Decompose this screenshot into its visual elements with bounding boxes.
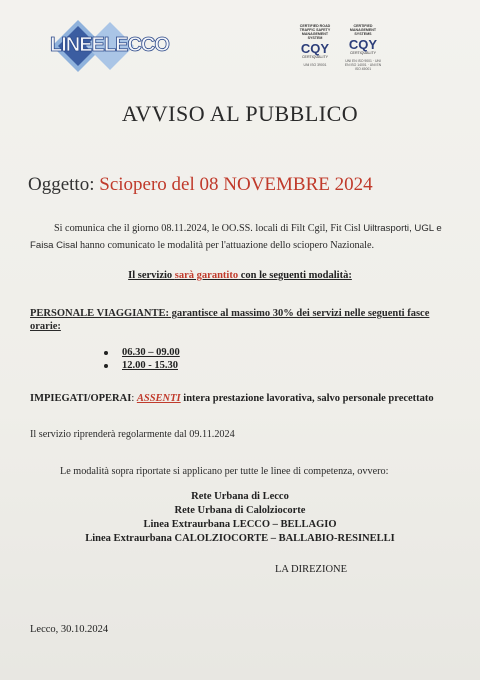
time-slots-list bbox=[104, 346, 180, 372]
lines-intro-paragraph: Le modalità sopra riportate si applicano per tutte le linee di competenza, ovvero: bbox=[60, 466, 389, 477]
notice-title: AVVISO AL PUBBLICO bbox=[121, 101, 359, 126]
office-staff-label: IMPIEGATI/OPERAI bbox=[30, 393, 132, 404]
intro-paragraph: Si comunica che il giorno 08.11.2024, le OO.SS. locali di Filt Cgil, Fit Cisl Uiltrasporti, UGL e Faisa Cisal hanno comunicato le modalità per l'attuazione dello sciopero Nazionale. bbox=[30, 223, 442, 251]
service-guarantee-line: Il servizio sarà garantito con le seguenti modalità: bbox=[128, 270, 352, 281]
logo-text: LINEELECCO bbox=[50, 34, 169, 56]
list-item: Rete Urbana di Lecco bbox=[191, 491, 289, 502]
list-item: Linea Extraurbana CALOLZIOCORTE – BALLABIO-RESINELLI bbox=[85, 533, 395, 544]
certification-badge-management: CERTIFIED MANAGEMENT SYSTEMS CQY CERTIQUALITY UNI EN ISO 9001 · UNI EN ISO 14001 · UNI EN ISO 45001 bbox=[344, 24, 382, 71]
travel-staff-label: PERSONALE VIAGGIANTE: bbox=[30, 308, 169, 319]
list-item: 06.30 – 09.00 bbox=[104, 346, 180, 359]
list-item: 12.00 - 15.30 bbox=[104, 359, 180, 372]
list-item: Rete Urbana di Calolziocorte bbox=[174, 505, 306, 516]
subject-label: Oggetto: bbox=[28, 174, 100, 195]
resume-paragraph: Il servizio riprenderà regolarmente dal 09.11.2024 bbox=[30, 429, 235, 440]
place-date: Lecco, 30.10.2024 bbox=[30, 624, 109, 635]
notice-subject bbox=[28, 174, 373, 196]
list-item: Linea Extraurbana LECCO – BELLAGIO bbox=[143, 519, 337, 530]
travel-staff-paragraph: PERSONALE VIAGGIANTE: garantisce al massimo 30% dei servizi nelle seguenti fasce orarie: bbox=[30, 308, 430, 332]
office-staff-status: ASSENTI bbox=[136, 393, 181, 404]
signature: LA DIREZIONE bbox=[275, 564, 348, 575]
bullet-icon bbox=[104, 351, 108, 355]
office-staff-paragraph: IMPIEGATI/OPERAI: ASSENTI intera prestazione lavorativa, salvo personale precettato bbox=[30, 393, 434, 404]
subject-text: Sciopero del 08 NOVEMBRE 2024 bbox=[99, 174, 373, 195]
lines-list bbox=[0, 490, 480, 546]
bullet-icon bbox=[104, 364, 108, 368]
certification-badge-road-safety: CERTIFIED ROAD TRAFFIC SAFETY MANAGEMENT SYSTEM CQY CERTIQUALITY UNI ISO 39001 bbox=[299, 24, 331, 67]
